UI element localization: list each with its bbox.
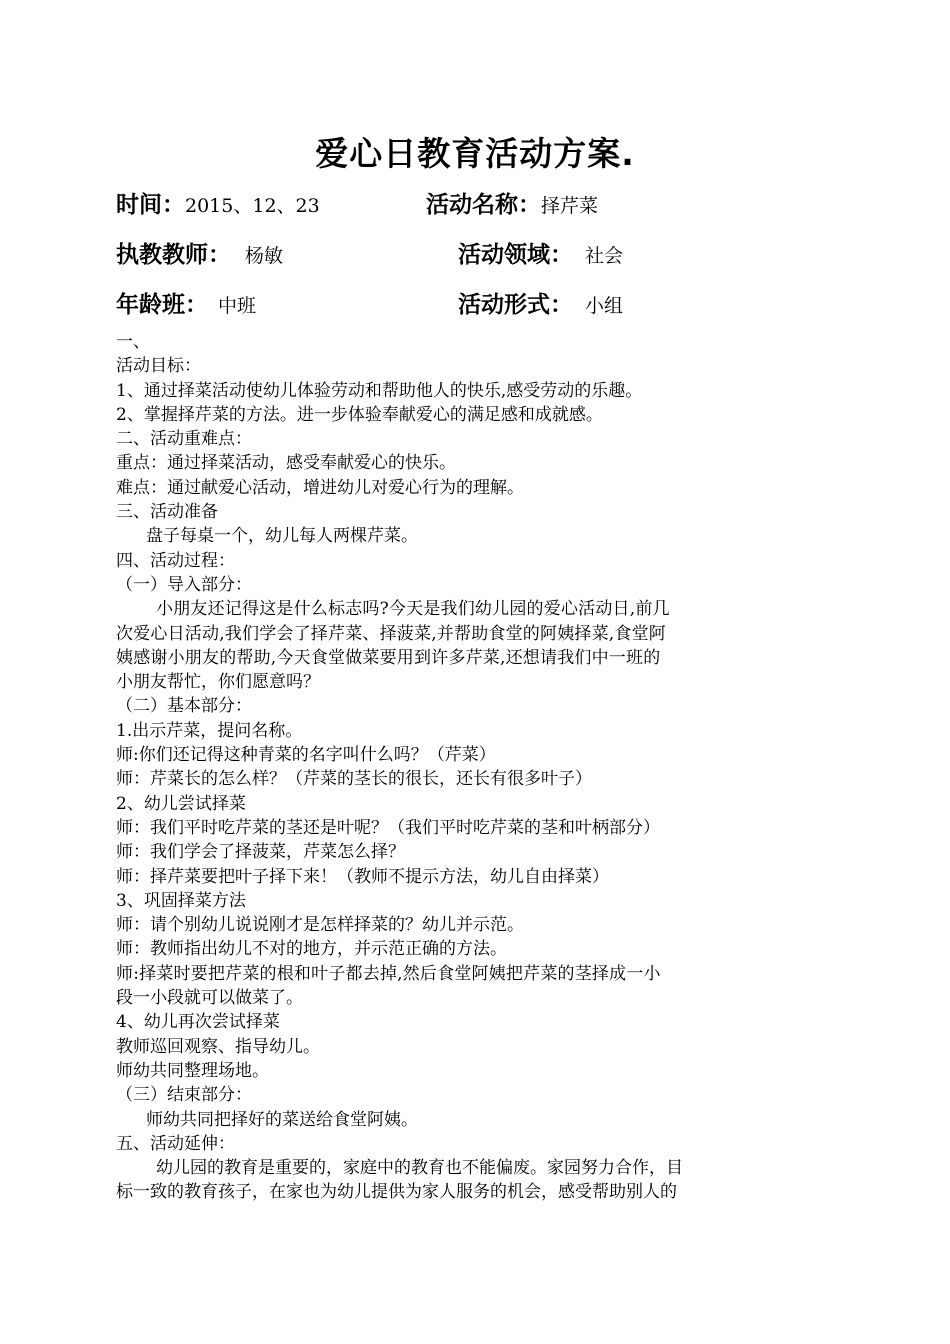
body-line: 2、幼儿尝试择菜 (116, 793, 246, 814)
subsection-heading: （三）结束部分： (116, 1085, 252, 1106)
meta-time-label: 时间： (116, 192, 185, 218)
body-line: 师：择芹菜要把叶子择下来！（教师不提示方法，幼儿自由择菜） (116, 866, 609, 887)
body-line: 活动目标： (116, 356, 201, 377)
body-line: 4、幼儿再次尝试择菜 (116, 1012, 280, 1033)
body-line: 次爱心日活动,我们学会了择芹菜、择菠菜,并帮助食堂的阿姨择菜,食堂阿 (116, 623, 667, 644)
meta-age-label: 年龄班： (116, 292, 208, 318)
subsection-heading: （一）导入部分： (116, 574, 252, 595)
section-heading: 五、活动延伸： (116, 1133, 235, 1154)
body-line: 盘子每桌一个，幼儿每人两棵芹菜。 (146, 526, 418, 547)
body-line: 师：芹菜长的怎么样？（芹菜的茎长的很长，还长有很多叶子） (116, 769, 592, 790)
meta-activity-name-label: 活动名称： (426, 192, 541, 218)
body-line: 师:择菜时要把芹菜的根和叶子都去掉,然后食堂阿姨把芹菜的茎择成一小 (116, 963, 661, 984)
meta-activity-name (426, 186, 598, 219)
body-line: 师：我们平时吃芹菜的茎还是叶呢？（我们平时吃芹菜的茎和叶柄部分） (116, 817, 660, 838)
meta-teacher-label: 执教教师： (116, 242, 231, 268)
meta-age-value: 中班 (218, 295, 257, 317)
body-line: 幼儿园的教育是重要的，家庭中的教育也不能偏废。家园努力合作，目 (156, 1158, 683, 1179)
section-heading: 四、活动过程： (116, 550, 235, 571)
meta-form-value: 小组 (585, 295, 624, 317)
body-line: 师：教师指出幼儿不对的地方，并示范正确的方法。 (116, 939, 507, 960)
meta-domain (458, 236, 623, 269)
meta-activity-name-value: 择芹菜 (541, 195, 599, 217)
meta-form-label: 活动形式： (458, 292, 573, 318)
body-line: 难点：通过献爱心活动，增进幼儿对爱心行为的理解。 (116, 477, 524, 498)
document-title: 爱心日教育活动方案. (315, 134, 635, 173)
meta-domain-label: 活动领域： (458, 242, 573, 268)
body-line: 教师巡回观察、指导幼儿。 (116, 1036, 320, 1057)
body-line: 小朋友还记得这是什么标志吗?今天是我们幼儿园的爱心活动日,前几 (156, 599, 670, 620)
body-line: 3、巩固择菜方法 (116, 890, 246, 911)
body-line: 段一小段就可以做菜了。 (116, 988, 303, 1009)
body-line: 一、 (116, 332, 150, 352)
body-line: 师幼共同把择好的菜送给食堂阿姨。 (146, 1109, 418, 1130)
body-line: 师:你们还记得这种青菜的名字叫什么吗？（芹菜） (116, 745, 496, 766)
body-line: 重点：通过择菜活动，感受奉献爱心的快乐。 (116, 453, 456, 474)
body-line: 师：请个别幼儿说说刚才是怎样择菜的？幼儿并示范。 (116, 915, 524, 936)
body-line: 师幼共同整理场地。 (116, 1060, 269, 1081)
subsection-heading: （二）基本部分： (116, 696, 252, 717)
body-line: 标一致的教育孩子，在家也为幼儿提供为家人服务的机会，感受帮助别人的 (116, 1182, 677, 1203)
body-line: 师：我们学会了择菠菜，芹菜怎么择？ (116, 842, 405, 863)
meta-time (116, 186, 320, 219)
meta-domain-value: 社会 (585, 245, 624, 267)
meta-time-value: 2015、12、23 (185, 195, 320, 217)
body-line: 姨感谢小朋友的帮助,今天食堂做菜要用到许多芹菜,还想请我们中一班的 (116, 647, 661, 668)
section-heading: 二、活动重难点： (116, 429, 252, 450)
body-line: 小朋友帮忙，你们愿意吗？ (116, 672, 320, 693)
meta-form (458, 286, 623, 319)
body-line: 1.出示芹菜，提问名称。 (116, 720, 303, 741)
body-line: 1、通过择菜活动使幼儿体验劳动和帮助他人的快乐,感受劳动的乐趣。 (116, 380, 643, 401)
meta-teacher (116, 236, 283, 269)
section-heading: 三、活动准备 (116, 502, 218, 523)
meta-age (116, 286, 256, 319)
document-body (116, 330, 846, 1205)
meta-teacher-value: 杨敏 (245, 245, 284, 267)
body-line: 2、掌握择芹菜的方法。进一步体验奉献爱心的满足感和成就感。 (116, 404, 603, 425)
